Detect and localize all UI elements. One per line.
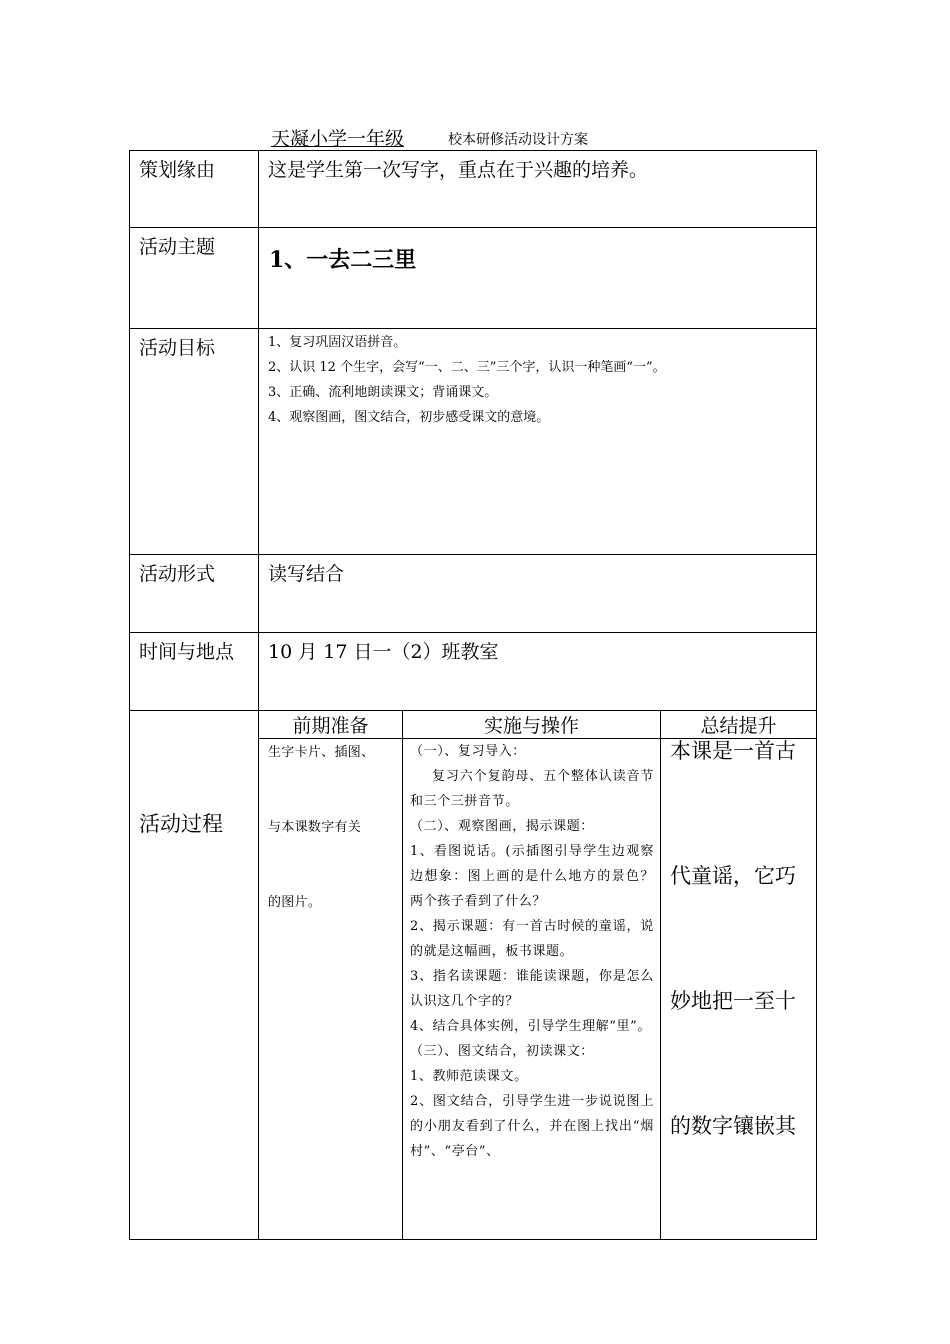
theme-label: 活动主题 [130,228,259,329]
prep-line: 的图片。 [268,895,322,910]
row-theme [130,228,817,329]
impl-line: 1、教师范读课文。 [410,1069,528,1084]
time-text: 10 月 17 日一（2）班教室 [259,633,817,711]
impl-line: 复习六个复韵母、五个整体认读音节和三个三拼音节。 [410,769,654,809]
row-origin [130,151,817,228]
doc-title: 校本研修活动设计方案 [448,132,589,148]
theme-text: 1、一去二三里 [259,228,817,329]
sum-cell [661,739,817,1240]
row-time [130,633,817,711]
sum-line: 妙地把一至十 [670,989,796,1013]
sum-line: 的数字镶嵌其 [670,1114,796,1138]
impl-line: 2、揭示课题：有一首古时候的童谣，说的就是这幅画，板书课题。 [410,919,654,959]
sum-line: 代童谣，它巧 [670,864,796,888]
sum-line: 本课是一首古 [670,739,796,763]
process-label: 活动过程 [130,711,259,1240]
impl-line: （三）、图文结合，初读课文： [410,1044,594,1059]
impl-line: 1、看图说话。(示插图引导学生边观察边想象：图上画的是什么地方的景色？两个孩子看到了什么？ [410,844,654,909]
impl-cell [403,739,661,1240]
goal-item: 2、认识 12 个生字，会写“一、二、三”三个字，认识一种笔画“一”。 [268,360,666,375]
goal-item: 3、正确、流利地朗读课文；背诵课文。 [268,385,498,400]
goals-list [259,329,817,555]
col-impl-header: 实施与操作 [403,711,661,739]
form-label: 活动形式 [130,555,259,633]
form-text: 读写结合 [259,555,817,633]
document-title [213,124,813,150]
origin-label: 策划缘由 [130,151,259,228]
row-form [130,555,817,633]
goal-item: 1、复习巩固汉语拼音。 [268,335,407,350]
impl-line: 4、结合具体实例，引导学生理解“里”。 [410,1019,651,1034]
col-sum-header: 总结提升 [661,711,817,739]
prep-line: 生字卡片、插图、 [268,745,375,760]
impl-line: （二）、观察图画，揭示课题： [410,819,594,834]
school-grade: 天凝小学一年级 [271,128,405,150]
impl-line: （一）、复习导入： [410,744,526,759]
col-prep-header: 前期准备 [259,711,403,739]
goal-item: 4、观察图画，图文结合，初步感受课文的意境。 [268,410,550,425]
origin-text: 这是学生第一次写字，重点在于兴趣的培养。 [259,151,817,228]
row-process-head [130,711,817,739]
row-goals [130,329,817,555]
prep-cell [259,739,403,1240]
goals-label: 活动目标 [130,329,259,555]
impl-line: 3、指名读课题：谁能读课题，你是怎么认识这几个字的？ [410,969,654,1009]
plan-table [129,150,817,1240]
impl-line: 2、图文结合，引导学生进一步说说图上的小朋友看到了什么，并在图上找出“烟村”、“亭台”、 [410,1094,654,1159]
time-label: 时间与地点 [130,633,259,711]
prep-line: 与本课数字有关 [268,820,362,835]
